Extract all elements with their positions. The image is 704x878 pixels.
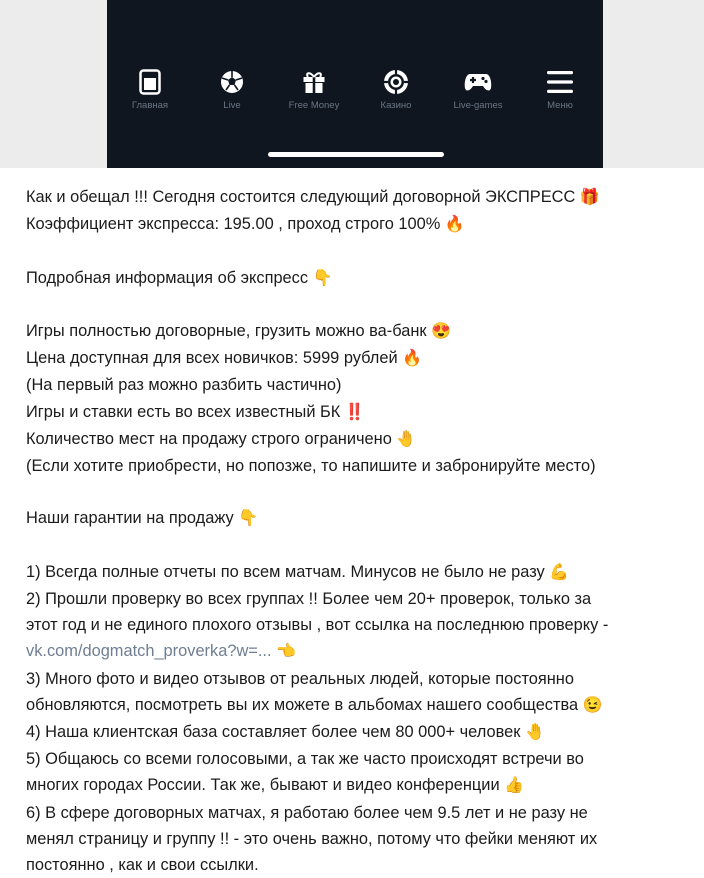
nav-item-free-money[interactable] xyxy=(279,62,349,122)
soccer-ball-icon xyxy=(218,68,246,96)
post-text xyxy=(26,184,696,878)
point-down-emoji-icon: 👇 xyxy=(238,510,259,528)
point-left-emoji-icon: 👈 xyxy=(276,643,296,661)
nav-item-casino[interactable] xyxy=(361,62,431,122)
flexed-biceps-emoji-icon: 💪 xyxy=(549,563,570,581)
thumbs-up-emoji-icon: 👍 xyxy=(504,777,525,795)
point-down-emoji-icon: 👇 xyxy=(312,269,333,287)
post-line: обновляются, посмотреть вы их можете в альбомах нашего сообщества 😉 xyxy=(26,695,603,714)
mobile-app-screen xyxy=(107,0,603,168)
post-line: этот год и не единого плохого отзывы , вот ссылка на последнюю проверку - xyxy=(26,616,609,635)
casino-chip-icon xyxy=(382,68,410,96)
post-line: Количество мест на продажу строго ограничено 🤚 xyxy=(26,429,417,448)
post-line: Игры и ставки есть во всех известный БК ‼️ xyxy=(26,402,365,421)
post-line: 2) Прошли проверку во всех группах !! Более чем 20+ проверок, только за xyxy=(26,589,592,608)
post-line: 3) Много фото и видео отзывов от реальных людей, которые постоянно xyxy=(26,669,574,688)
proverka-link[interactable]: vk.com/dogmatch_proverka?w=... xyxy=(26,642,272,661)
double-exclamation-emoji-icon: ‼️ xyxy=(344,403,365,421)
nav-item-live[interactable] xyxy=(197,62,267,122)
nav-label-live-games: Live-games xyxy=(453,100,503,111)
post-line xyxy=(26,638,696,665)
gift-emoji-icon: 🎁 xyxy=(579,189,600,206)
home-icon xyxy=(136,68,164,96)
nav-label-home: Главная xyxy=(131,100,169,111)
post-line: Наши гарантии на продажу 👇 xyxy=(26,509,259,528)
nav-item-menu[interactable] xyxy=(525,62,595,122)
post-line: многих городах России. Так же, бывают и видео конференции 👍 xyxy=(26,776,525,795)
nav-label-live: Live xyxy=(223,100,241,111)
nav-label-casino: Казино xyxy=(380,100,412,111)
nav-item-home[interactable] xyxy=(115,62,185,122)
bottom-nav-bar xyxy=(107,62,603,122)
post-line: Цена доступная для всех новичков: 5999 рублей 🔥 xyxy=(26,349,423,368)
post-line: (На первый раз можно разбить частично) xyxy=(26,376,342,395)
wink-emoji-icon: 😉 xyxy=(582,696,603,714)
raised-hand-emoji-icon: 🤚 xyxy=(524,724,545,741)
raised-hand-emoji-icon: 🤚 xyxy=(396,430,417,448)
menu-icon xyxy=(546,68,574,96)
post-line: 4) Наша клиентская база составляет более чем 80 000+ человек 🤚 xyxy=(26,723,545,741)
gift-icon xyxy=(300,68,328,96)
nav-item-live-games[interactable] xyxy=(443,62,513,122)
fire-emoji-icon: 🔥 xyxy=(444,216,465,234)
heart-eyes-emoji-icon: 😍 xyxy=(431,322,452,340)
post-line: Игры полностью договорные, грузить можно ва-банк 😍 xyxy=(26,321,452,340)
post-line: менял страницу и группу !! - это очень важно, потому что фейки меняют их xyxy=(26,829,598,848)
nav-label-free-money: Free Money xyxy=(288,100,340,111)
post-line: 1) Всегда полные отчеты по всем матчам. Минусов не было не разу 💪 xyxy=(26,562,570,581)
post-line: Подробная информация об экспресс 👇 xyxy=(26,268,333,287)
post-line: (Если хотите приобрести, но попозже, то напишите и забронируйте место) xyxy=(26,457,596,475)
home-indicator-bar xyxy=(268,152,444,157)
post-line: 5) Общаюсь со всеми голосовыми, а так же часто происходят встречи во xyxy=(26,750,584,769)
post-line: Как и обещал !!! Сегодня состоится следующий договорной ЭКСПРЕСС 🎁 xyxy=(26,188,600,206)
post-line: постоянно , как и свои ссылки. xyxy=(26,856,259,875)
nav-label-menu: Меню xyxy=(547,100,573,111)
post-line: 6) В сфере договорных матчах, я работаю более чем 9.5 лет и не разу не xyxy=(26,803,588,822)
gamepad-icon xyxy=(464,68,492,96)
fire-emoji-icon: 🔥 xyxy=(402,350,423,368)
post-line: Коэффициент экспресса: 195.00 , проход строго 100% 🔥 xyxy=(26,215,465,234)
app-screenshot xyxy=(0,0,704,168)
